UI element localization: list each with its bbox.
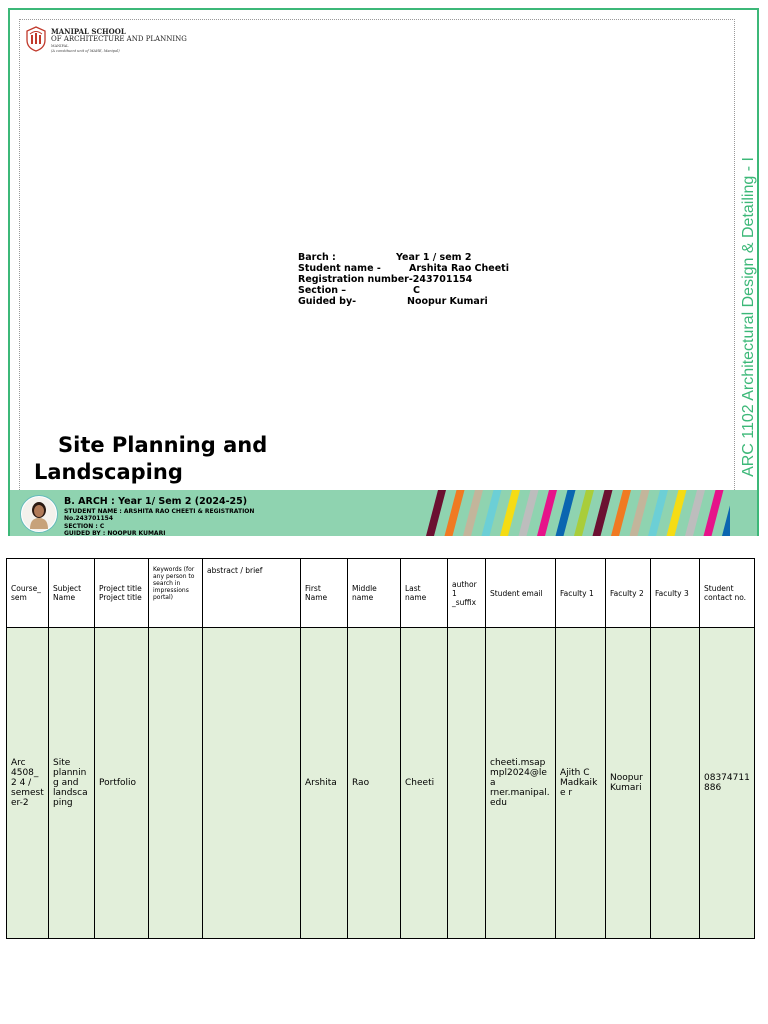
stripe	[704, 490, 724, 536]
stripe	[500, 490, 520, 536]
table-header-cell: Middle name	[348, 559, 401, 628]
course-vertical-text: ARC 1102 Architectural Design & Detailing - I	[740, 157, 757, 477]
table-header-cell: Faculty 1	[556, 559, 606, 628]
stripe	[426, 490, 446, 536]
cover-sheet	[8, 8, 759, 536]
project-title	[34, 432, 267, 486]
stripe	[537, 490, 557, 536]
table-header-cell: Faculty 3	[651, 559, 700, 628]
table-cell: Cheeti	[401, 628, 448, 939]
table-header-cell: Last name	[401, 559, 448, 628]
project-title-line-1: Site Planning and	[58, 433, 268, 457]
decorative-stripes	[410, 490, 730, 536]
school-emblem-icon	[25, 26, 47, 52]
table-cell: 08374711 886	[700, 628, 755, 939]
school-logo	[25, 26, 195, 56]
table-cell: Site planning and landsca ping	[49, 628, 95, 939]
band-section-line: SECTION : C	[64, 523, 105, 530]
stripe	[463, 490, 483, 536]
stripe	[593, 490, 613, 536]
table-row	[7, 628, 755, 939]
stripe	[667, 490, 687, 536]
table-header-cell: Keywords (for any person to search in impressions portal)	[149, 559, 203, 628]
band-student-line: STUDENT NAME : ARSHITA RAO CHEETI & REGISTRATION	[64, 508, 255, 515]
logo-line-1: MANIPAL SCHOOL	[51, 27, 126, 36]
logo-line-2: OF ARCHITECTURE AND PLANNING	[51, 35, 187, 43]
table-header-cell: abstract / brief	[203, 559, 301, 628]
table-header-cell: Student contact no.	[700, 559, 755, 628]
band-guided-line: GUIDED BY : NOOPUR KUMARI	[64, 530, 166, 537]
registration-number: Registration number-243701154	[298, 274, 473, 285]
table-cell: Arc 4508_2 4 / semest er-2	[7, 628, 49, 939]
stripe	[722, 490, 730, 536]
band-registration-line: No.243701154	[64, 515, 113, 522]
stripe	[630, 490, 650, 536]
stripe	[556, 490, 576, 536]
table-header-cell: Project title Project title	[95, 559, 149, 628]
project-title-line-2: Landscaping	[34, 460, 183, 484]
stripe	[611, 490, 631, 536]
barch-value: Year 1 / sem 2	[396, 252, 472, 263]
table-header-cell: author1 _suffix	[448, 559, 486, 628]
course-vertical-label	[738, 152, 760, 482]
table-cell: Arshita	[301, 628, 348, 939]
table-header-cell: Course_ sem	[7, 559, 49, 628]
table-cell: cheeti.msap mpl2024@lea rner.manipal. edu	[486, 628, 556, 939]
table-cell	[203, 628, 301, 939]
section-label: Section –	[298, 285, 347, 296]
table-header-cell: Student email	[486, 559, 556, 628]
table-cell: Rao	[348, 628, 401, 939]
logo-line-3: MANIPAL	[51, 44, 69, 48]
stripe	[648, 490, 668, 536]
sheet-inner-frame	[19, 19, 735, 494]
table-header-row	[7, 559, 755, 628]
barch-label: Barch :	[298, 252, 336, 263]
table-header-cell: Subject Name	[49, 559, 95, 628]
table-cell: Portfolio	[95, 628, 149, 939]
table-header-cell: First Name	[301, 559, 348, 628]
table-cell: Ajith C Madkaike r	[556, 628, 606, 939]
band-course-line: B. ARCH : Year 1/ Sem 2 (2024-25)	[64, 496, 248, 507]
table-cell	[651, 628, 700, 939]
table-cell	[448, 628, 486, 939]
student-name-label: Student name -	[298, 263, 381, 274]
logo-line-4: (A constituent unit of MAHE, Manipal)	[51, 49, 120, 53]
stripe	[445, 490, 465, 536]
section-value: C	[413, 285, 420, 296]
guided-by-label: Guided by-	[298, 296, 357, 307]
student-photo	[20, 495, 58, 533]
guided-by-value: Noopur Kumari	[407, 296, 488, 307]
student-name-value: Arshita Rao Cheeti	[409, 263, 509, 274]
footer-band	[10, 490, 757, 536]
table-cell	[149, 628, 203, 939]
project-data-table	[6, 558, 755, 939]
table-cell: Noopur Kumari	[606, 628, 651, 939]
stripe	[574, 490, 594, 536]
table-header-cell: Faculty 2	[606, 559, 651, 628]
stripe	[519, 490, 539, 536]
stripe	[482, 490, 502, 536]
stripe	[685, 490, 705, 536]
